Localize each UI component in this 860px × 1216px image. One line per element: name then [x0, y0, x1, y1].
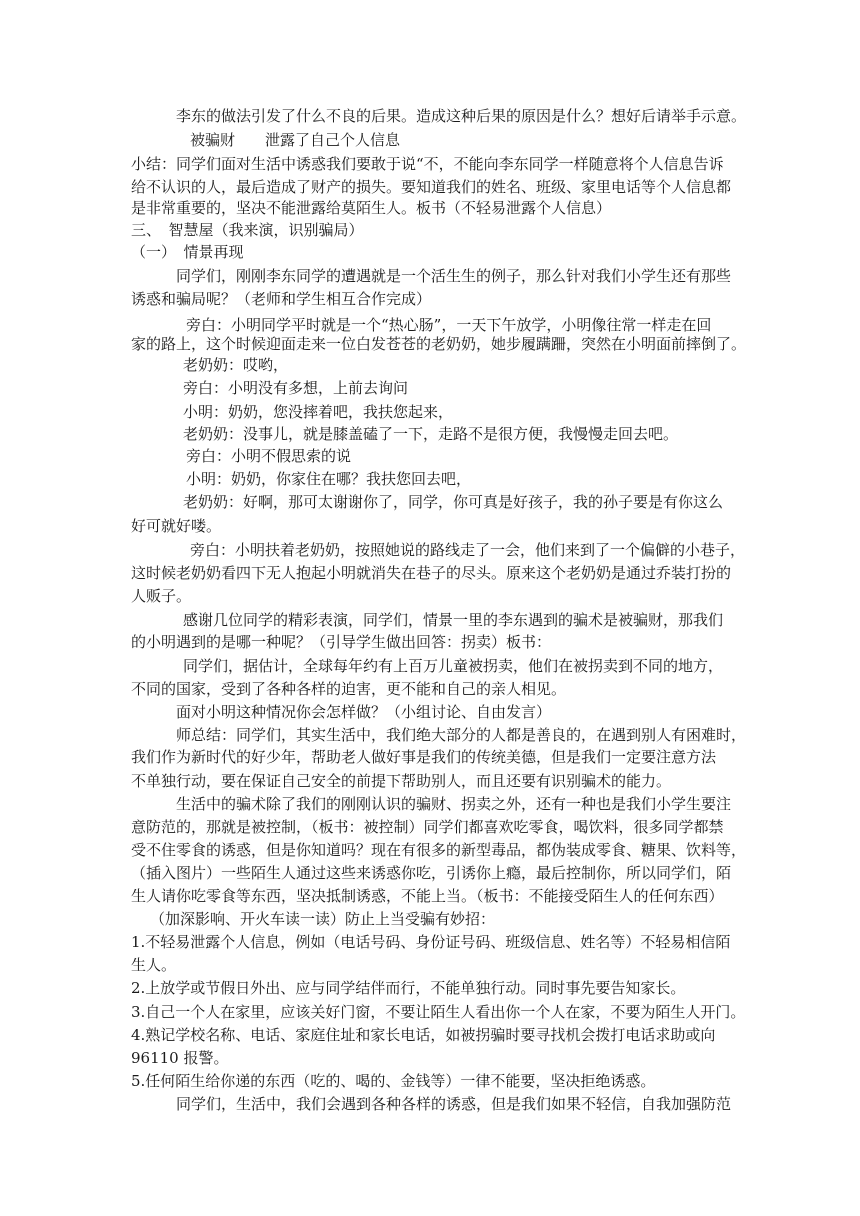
text-line: 的小明遇到的是哪一种呢？（引导学生做出回答：拐卖）板书：	[131, 633, 552, 651]
text-line: 老奶奶：好啊，那可太谢谢你了，同学，你可真是好孩子，我的孙子要是有你这么	[183, 493, 724, 511]
text-line: 面对小明这种情况你会怎样做？（小组讨论、自由发言）	[176, 703, 552, 721]
text-line: （加深影响、开火车读一读）防止上当受骗有妙招：	[150, 910, 496, 928]
text-line: 人贩子。	[131, 587, 192, 605]
text-line: 生人请你吃零食等东西，坚决抵制诱惑，不能上当。（板书：不能接受陌生人的任何东西）	[131, 887, 724, 905]
text-line: 好可就好喽。	[131, 517, 222, 535]
list-item: 2.上放学或节假日外出、应与同学结伴而行，不能单独行动。同时事先要告知家长。	[131, 979, 686, 997]
text-line: 同学们，生活中，我们会遇到各种各样的诱惑，但是我们如果不轻信，自我加强防范	[176, 1095, 732, 1113]
list-item: 96110 报警。	[131, 1049, 229, 1067]
text-line: 给不认识的人，最后造成了财产的损失。要知道我们的姓名、班级、家里电话等个人信息都	[131, 178, 732, 196]
section-heading: 三、 智慧屋（我来演，识别骗局）	[131, 221, 364, 239]
list-item: 生人。	[131, 956, 177, 974]
text-line: 老奶奶：哎哟，	[183, 356, 289, 374]
text-line: 诱惑和骗局呢？（老师和学生相互合作完成）	[131, 290, 432, 308]
text-line: 旁白：小明同学平时就是一个“热心肠”，一天下午放学，小明像往常一样走在回	[186, 316, 712, 334]
text-line: 这时候老奶奶看四下无人抱起小明就消失在巷子的尽头。原来这个老奶奶是通过乔装打扮的	[131, 564, 732, 582]
text-line: 是非常重要的，坚决不能泄露给莫陌生人。板书（不轻易泄露个人信息）	[131, 199, 612, 217]
text-line: 旁白：小明不假思索的说	[186, 447, 352, 465]
text-line: 师总结：同学们，其实生活中，我们绝大部分的人都是善良的，在遇到别人有困难时，	[176, 726, 747, 744]
text-line: 同学们，刚刚李东同学的遭遇就是一个活生生的例子，那么针对我们小学生还有那些	[176, 267, 732, 285]
text-line: 老奶奶：没事儿，就是膝盖磕了一下，走路不是很方便，我慢慢走回去吧。	[183, 425, 679, 443]
text-line: 同学们，据估计，全球每年约有上百万儿童被拐卖，他们在被拐卖到不同的地方，	[183, 657, 724, 675]
subsection-heading: （一） 情景再现	[131, 243, 244, 261]
text-line: （插入图片）一些陌生人通过这些来诱惑你吃，引诱你上瘾，最后控制你，所以同学们，陌	[131, 864, 732, 882]
list-item: 1.不轻易泄露个人信息，例如（电话号码、身份证号码、班级信息、姓名等）不轻易相信陌	[131, 933, 731, 951]
text-line: 我们作为新时代的好少年，帮助老人做好事是我们的传统美德，但是我们一定要注意方法	[131, 748, 717, 766]
text-line: 小明：奶奶，你家住在哪？我扶您回去吧，	[186, 470, 472, 488]
text-line: 不同的国家，受到了各种各样的迫害，更不能和自己的亲人相见。	[131, 680, 567, 698]
text-line: 李东的做法引发了什么不良的后果。造成这种后果的原因是什么？想好后请举手示意。	[176, 107, 747, 125]
text-line: 生活中的骗术除了我们的刚刚认识的骗财、拐卖之外，还有一种也是我们小学生要注	[176, 795, 732, 813]
text-line: 旁白：小明没有多想，上前去询问	[183, 379, 409, 397]
text-line: 意防范的，那就是被控制，（板书：被控制）同学们都喜欢吃零食，喝饮料，很多同学都禁	[131, 818, 724, 836]
text-line: 小结：同学们面对生活中诱惑我们要敢于说“不，不能向李东同学一样随意将个人信息告诉	[131, 155, 724, 173]
list-item: 4.熟记学校名称、电话、家庭住址和家长电话，如被拐骗时要寻找机会拨打电话求助或向	[131, 1026, 716, 1044]
text-line: 旁白：小明扶着老奶奶，按照她说的路线走了一会，他们来到了一个偏僻的小巷子，	[190, 541, 746, 559]
text-line: 感谢几位同学的精彩表演，同学们，情景一里的李东遇到的骗术是被骗财，那我们	[183, 611, 724, 629]
text-line: 小明：奶奶，您没摔着吧，我扶您起来，	[183, 403, 454, 421]
text-line: 受不住零食的诱惑，但是你知道吗？现在有很多的新型毒品，都伪装成零食、糖果、饮料等，	[131, 841, 747, 859]
text-line: 不单独行动，要在保证自己安全的前提下帮助别人，而且还要有识别骗术的能力。	[131, 772, 672, 790]
text-line: 被骗财 泄露了自己个人信息	[190, 131, 401, 149]
list-item: 5.任何陌生给你递的东西（吃的、喝的、金钱等）一律不能要，坚决拒绝诱惑。	[131, 1072, 656, 1090]
list-item: 3.自己一个人在家里，应该关好门窗，不要让陌生人看出你一个人在家，不要为陌生人开门。	[131, 1003, 746, 1021]
text-line: 家的路上，这个时候迎面走来一位白发苍苍的老奶奶，她步履蹒跚，突然在小明面前摔倒了。	[131, 335, 747, 353]
